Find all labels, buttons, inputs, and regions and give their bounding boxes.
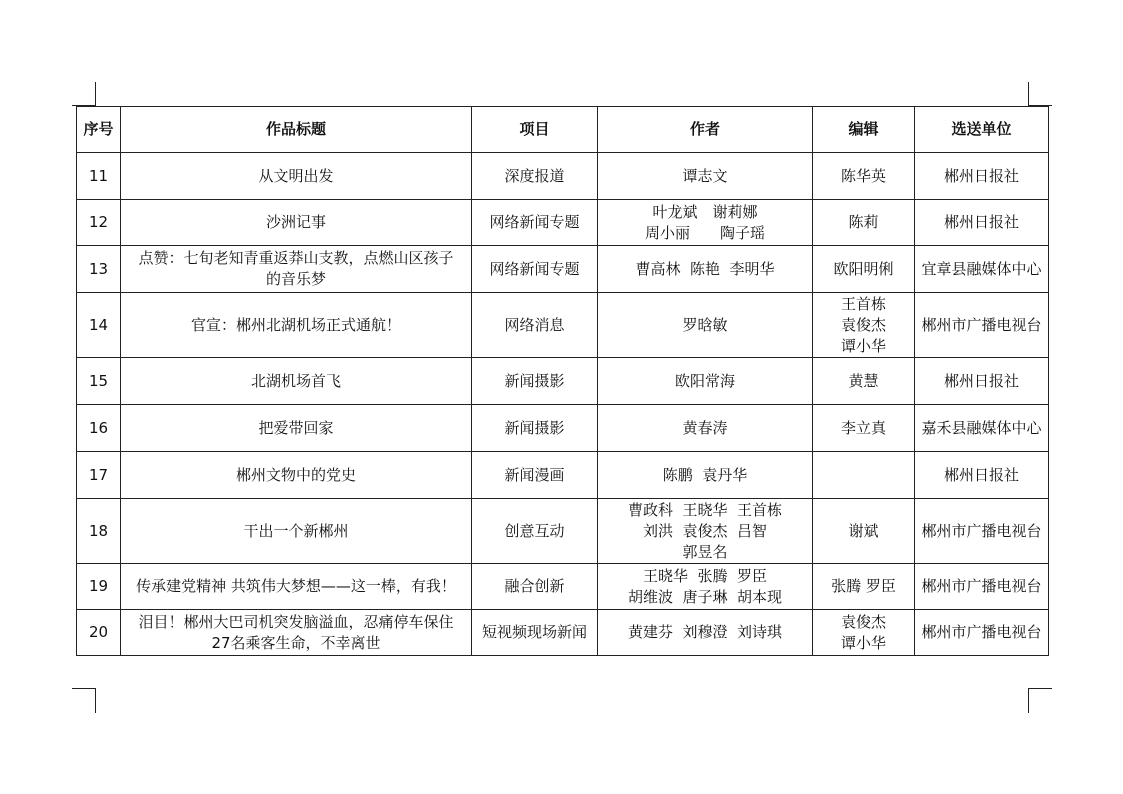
cell-category: 新闻摄影 xyxy=(472,358,598,405)
table-row xyxy=(77,610,1049,656)
cell-author: 黄建芬 刘穆澄 刘诗琪 xyxy=(598,610,813,656)
cell-unit: 郴州市广播电视台 xyxy=(915,499,1049,564)
cell-author: 叶龙斌 谢莉娜 周小丽 陶子瑶 xyxy=(598,200,813,246)
cell-no: 17 xyxy=(77,452,121,499)
cell-title: 把爱带回家 xyxy=(121,405,472,452)
table-row xyxy=(77,246,1049,293)
cell-editor: 谢斌 xyxy=(813,499,915,564)
cell-editor: 李立真 xyxy=(813,405,915,452)
cell-author: 谭志文 xyxy=(598,153,813,200)
cell-no: 13 xyxy=(77,246,121,293)
crop-mark-bottom-left-horizontal xyxy=(72,688,96,689)
cell-unit: 郴州日报社 xyxy=(915,358,1049,405)
table-row xyxy=(77,153,1049,200)
table-row xyxy=(77,293,1049,358)
crop-mark-top-left-vertical xyxy=(95,82,96,106)
cell-unit: 郴州日报社 xyxy=(915,452,1049,499)
cell-editor: 黄慧 xyxy=(813,358,915,405)
cell-author: 欧阳常海 xyxy=(598,358,813,405)
table-row xyxy=(77,499,1049,564)
cell-author: 曹政科 王晓华 王首栋 刘洪 袁俊杰 吕智 郭昱名 xyxy=(598,499,813,564)
cell-no: 18 xyxy=(77,499,121,564)
cell-no: 16 xyxy=(77,405,121,452)
cell-category: 网络消息 xyxy=(472,293,598,358)
header-no: 序号 xyxy=(77,107,121,153)
header-author: 作者 xyxy=(598,107,813,153)
header-editor: 编辑 xyxy=(813,107,915,153)
cell-category: 融合创新 xyxy=(472,564,598,610)
cell-title: 从文明出发 xyxy=(121,153,472,200)
cell-no: 19 xyxy=(77,564,121,610)
cell-title: 干出一个新郴州 xyxy=(121,499,472,564)
cell-category: 新闻漫画 xyxy=(472,452,598,499)
cell-unit: 郴州日报社 xyxy=(915,200,1049,246)
header-unit: 选送单位 xyxy=(915,107,1049,153)
crop-mark-bottom-left-vertical xyxy=(95,688,96,713)
cell-no: 15 xyxy=(77,358,121,405)
cell-no: 11 xyxy=(77,153,121,200)
table-row xyxy=(77,452,1049,499)
cell-title: 北湖机场首飞 xyxy=(121,358,472,405)
cell-category: 网络新闻专题 xyxy=(472,200,598,246)
cell-no: 14 xyxy=(77,293,121,358)
cell-author: 罗晗敏 xyxy=(598,293,813,358)
table-row xyxy=(77,358,1049,405)
cell-unit: 郴州市广播电视台 xyxy=(915,293,1049,358)
cell-editor xyxy=(813,452,915,499)
cell-no: 20 xyxy=(77,610,121,656)
cell-author: 曹高林 陈艳 李明华 xyxy=(598,246,813,293)
cell-editor: 王首栋 袁俊杰 谭小华 xyxy=(813,293,915,358)
cell-title: 沙洲记事 xyxy=(121,200,472,246)
awards-table xyxy=(76,106,1049,656)
cell-editor: 袁俊杰 谭小华 xyxy=(813,610,915,656)
cell-unit: 郴州日报社 xyxy=(915,153,1049,200)
cell-title: 郴州文物中的党史 xyxy=(121,452,472,499)
table-row xyxy=(77,200,1049,246)
cell-editor: 陈莉 xyxy=(813,200,915,246)
cell-category: 短视频现场新闻 xyxy=(472,610,598,656)
table-row xyxy=(77,564,1049,610)
cell-editor: 张腾 罗臣 xyxy=(813,564,915,610)
header-row xyxy=(77,107,1049,153)
cell-author: 黄春涛 xyxy=(598,405,813,452)
cell-no: 12 xyxy=(77,200,121,246)
cell-editor: 欧阳明俐 xyxy=(813,246,915,293)
crop-mark-bottom-right-horizontal xyxy=(1028,688,1052,689)
header-title: 作品标题 xyxy=(121,107,472,153)
cell-category: 网络新闻专题 xyxy=(472,246,598,293)
table-body xyxy=(77,153,1049,656)
cell-unit: 嘉禾县融媒体中心 xyxy=(915,405,1049,452)
cell-category: 创意互动 xyxy=(472,499,598,564)
cell-unit: 宜章县融媒体中心 xyxy=(915,246,1049,293)
cell-unit: 郴州市广播电视台 xyxy=(915,564,1049,610)
cell-author: 王晓华 张腾 罗臣 胡维波 唐子琳 胡本现 xyxy=(598,564,813,610)
cell-title: 官宣：郴州北湖机场正式通航！ xyxy=(121,293,472,358)
cell-author: 陈鹏 袁丹华 xyxy=(598,452,813,499)
header-category: 项目 xyxy=(472,107,598,153)
cell-title: 泪目！郴州大巴司机突发脑溢血，忍痛停车保住 27名乘客生命，不幸离世 xyxy=(121,610,472,656)
table-header xyxy=(77,107,1049,153)
crop-mark-top-right-vertical xyxy=(1028,82,1029,106)
crop-mark-bottom-right-vertical xyxy=(1028,688,1029,713)
cell-unit: 郴州市广播电视台 xyxy=(915,610,1049,656)
cell-title: 点赞：七旬老知青重返莽山支教，点燃山区孩子 的音乐梦 xyxy=(121,246,472,293)
table-row xyxy=(77,405,1049,452)
cell-title: 传承建党精神 共筑伟大梦想——这一棒，有我！ xyxy=(121,564,472,610)
cell-category: 新闻摄影 xyxy=(472,405,598,452)
cell-editor: 陈华英 xyxy=(813,153,915,200)
cell-category: 深度报道 xyxy=(472,153,598,200)
